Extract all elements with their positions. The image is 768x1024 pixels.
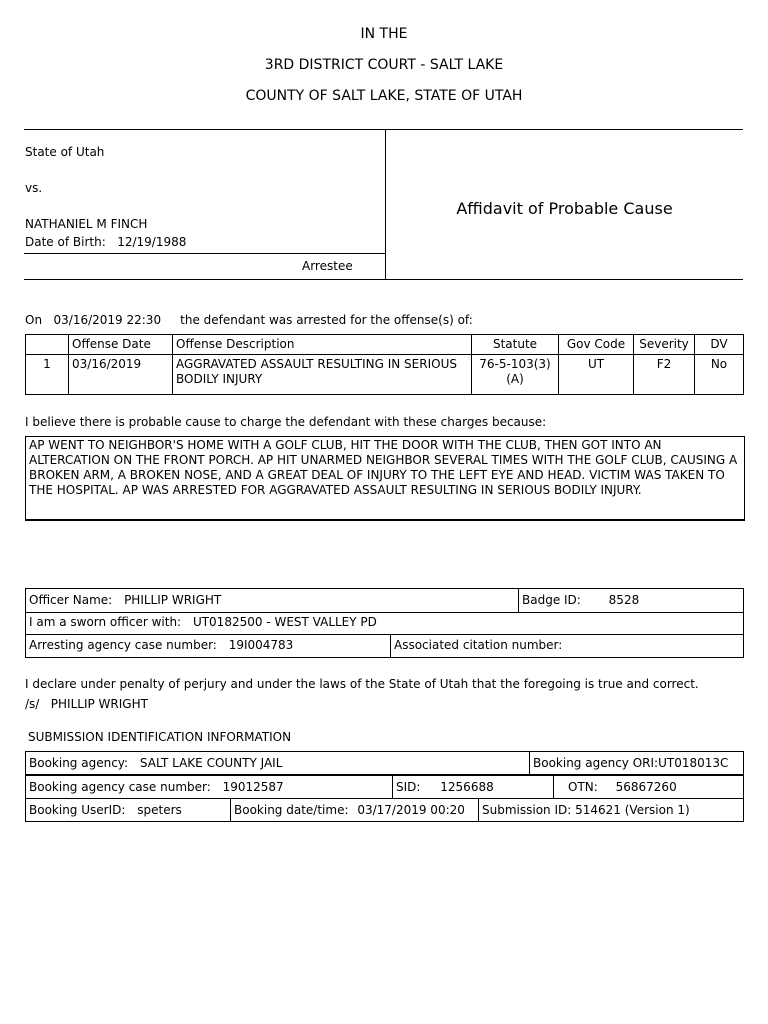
citation-label: Associated citation number:	[394, 638, 563, 652]
case-number: 19I004783	[228, 638, 294, 652]
booking-userid-label: Booking UserID:	[29, 803, 126, 817]
arrest-suffix: the defendant was arrested for the offense(s) of:	[180, 313, 473, 327]
offense-date: 03/16/2019	[69, 355, 173, 395]
badge-label: Badge ID:	[522, 593, 581, 607]
sid-cell	[392, 776, 553, 798]
booking-agency-label: Booking agency:	[29, 756, 129, 770]
arrestee-rule	[24, 253, 385, 254]
otn-value: 56867260	[615, 780, 677, 794]
badge-cell	[518, 589, 743, 612]
officer-row-3	[25, 634, 744, 658]
booking-userid: speters	[137, 803, 182, 817]
booking-agency: SALT LAKE COUNTY JAIL	[139, 756, 283, 770]
otn-label: OTN:	[568, 780, 598, 794]
agency-label: I am a sworn officer with:	[29, 615, 182, 629]
signature-name: PHILLIP WRIGHT	[50, 697, 148, 711]
citation-cell	[390, 634, 743, 657]
offenses-table	[25, 334, 744, 395]
dob-value: 12/19/1988	[117, 235, 187, 249]
caption-bottom-rule	[24, 279, 743, 280]
offense-dv: No	[695, 355, 744, 395]
court-header-line3: COUNTY OF SALT LAKE, STATE OF UTAH	[245, 88, 523, 104]
court-header-line1: IN THE	[360, 26, 408, 42]
otn-cell	[553, 776, 743, 798]
caption-top-rule	[24, 129, 743, 130]
submission-id: 514621 (Version 1)	[575, 803, 690, 817]
submission-row-2	[25, 775, 744, 799]
submission-row-1	[25, 751, 744, 775]
arrest-prefix: On	[25, 313, 43, 327]
header-statute: Statute	[472, 335, 559, 355]
booking-datetime-cell	[230, 799, 478, 821]
header-offense-date: Offense Date	[69, 335, 173, 355]
arrestee-label: Arrestee	[302, 259, 353, 273]
plaintiff-name: State of Utah	[25, 145, 105, 159]
submission-id-cell	[478, 799, 743, 821]
defendant-name: NATHANIEL M FINCH	[25, 217, 148, 231]
document-title: Affidavit of Probable Cause	[456, 199, 673, 218]
offense-number: 1	[26, 355, 69, 395]
booking-case-number: 19012587	[222, 780, 284, 794]
officer-name-cell	[26, 589, 518, 612]
versus-label: vs.	[25, 181, 43, 195]
offense-gov-code: UT	[559, 355, 634, 395]
offenses-header-row	[26, 335, 744, 355]
ori-cell	[529, 752, 743, 774]
table-row	[26, 355, 744, 395]
submission-id-label: Submission ID:	[482, 803, 572, 817]
booking-case-cell	[26, 776, 392, 798]
date-of-birth	[25, 235, 186, 249]
ori-value: UT018013C	[658, 756, 729, 770]
agency-value: UT0182500 - WEST VALLEY PD	[192, 615, 377, 629]
probable-cause-narrative: AP WENT TO NEIGHBOR'S HOME WITH A GOLF CLUB, HIT THE DOOR WITH THE CLUB, THEN GOT INTO AN ALTERCATION ON THE FRONT PORCH. AP HIT UNARMED NEIGHBOR SEVERAL TIMES WITH THE GOLF CLUB, CAUSING A BROKEN ARM, A BROKEN NOSE, AND A GREAT DEAL OF INJURY TO THE LEFT EYE AND HEAD. VICTIM WAS TAKEN TO THE HOSPITAL. AP WAS ARRESTED FOR AGGRAVATED ASSAULT RESULTING IN SERIOUS BODILY INJURY.	[25, 436, 745, 521]
officer-name-label: Officer Name:	[29, 593, 113, 607]
arrest-statement	[25, 313, 473, 327]
submission-row-3	[25, 798, 744, 822]
case-number-cell	[26, 634, 390, 657]
booking-userid-cell	[26, 799, 230, 821]
badge-id: 8528	[608, 593, 640, 607]
sid-value: 1256688	[440, 780, 494, 794]
probable-cause-intro: I believe there is probable cause to charge the defendant with these charges because:	[25, 415, 547, 429]
booking-agency-cell	[26, 752, 529, 774]
case-number-label: Arresting agency case number:	[29, 638, 217, 652]
header-severity: Severity	[634, 335, 695, 355]
booking-case-label: Booking agency case number:	[29, 780, 211, 794]
declaration-text: I declare under penalty of perjury and under the laws of the State of Utah that the foregoing is true and correct.	[25, 677, 699, 691]
offense-severity: F2	[634, 355, 695, 395]
court-header-line2: 3RD DISTRICT COURT - SALT LAKE	[264, 57, 504, 73]
arrest-datetime: 03/16/2019 22:30	[53, 313, 162, 327]
header-number	[26, 335, 69, 355]
signature-line	[25, 697, 148, 711]
header-gov-code: Gov Code	[559, 335, 634, 355]
submission-heading: SUBMISSION IDENTIFICATION INFORMATION	[28, 730, 292, 744]
offense-description: AGGRAVATED ASSAULT RESULTING IN SERIOUS BODILY INJURY	[173, 355, 472, 395]
officer-row-1	[25, 588, 744, 613]
ori-label: Booking agency ORI:	[533, 756, 659, 770]
sid-label: SID:	[396, 780, 421, 794]
booking-datetime-label: Booking date/time:	[234, 803, 349, 817]
booking-datetime: 03/17/2019 00:20	[357, 803, 465, 817]
offense-statute: 76-5-103(3)(A)	[472, 355, 559, 395]
agency-cell	[26, 611, 743, 634]
header-offense-description: Offense Description	[173, 335, 472, 355]
officer-name: PHILLIP WRIGHT	[124, 593, 222, 607]
officer-row-2	[25, 611, 744, 635]
signature-prefix: /s/	[25, 697, 40, 711]
header-dv: DV	[695, 335, 744, 355]
dob-label: Date of Birth:	[25, 235, 106, 249]
